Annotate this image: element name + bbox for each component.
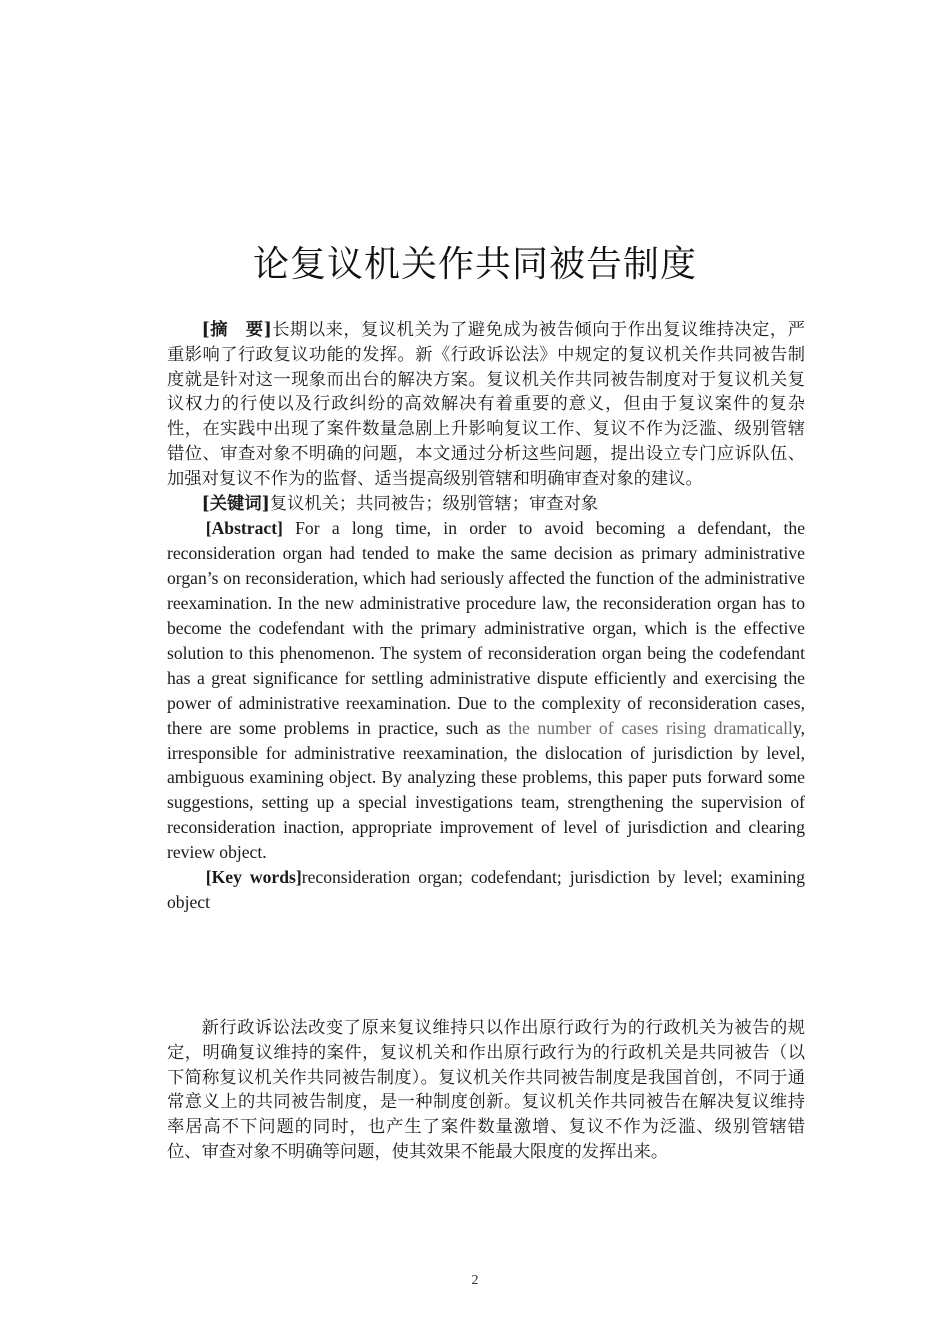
abstract-en-label: [Abstract] [205, 518, 283, 539]
abstract-cn-text: 长期以来，复议机关为了避免成为被告倾向于作出复议维持决定，严重影响了行政复议功能的发挥。新《行政诉讼法》中规定的复议机关作共同被告制度就是针对这一现象而出台的解决方案。复议机关作共同被告制度对于复议机关复议权力的行使以及行政纠纷的高效解决有着重要的意义，但由于复议案件的复杂性，在实践中出现了案件数量急剧上升影响复议工作、复议不作为泛滥、级别管辖错位、审查对象不明确的问题，本文通过分析这些问题，提出设立专门应诉队伍、加强对复议不作为的监督、适当提高级别管辖和明确审查对象的建议。 [167, 320, 805, 489]
keywords-cn-label: [关键词] [201, 493, 270, 514]
keywords-cn-text: 复议机关；共同被告；级别管辖；审查对象 [269, 493, 599, 514]
abstract-en-paragraph [167, 516, 805, 865]
keywords-en-paragraph [167, 865, 805, 915]
abstract-section [167, 318, 805, 915]
body-section [167, 1016, 805, 1165]
page-number: 2 [471, 1273, 479, 1288]
keywords-en-text: reconsideration organ; codefendant; jurisdiction by level; examining object [167, 867, 805, 912]
body-paragraph: 新行政诉讼法改变了原来复议维持只以作出原行政行为的行政机关为被告的规定，明确复议维持的案件，复议机关和作出原行政行为的行政机关是共同被告（以下简称复议机关作共同被告制度）。复议机关作共同被告制度是我国首创，不同于通常意义上的共同被告制度，是一种制度创新。复议机关作共同被告在解决复议维持率居高不下问题的同时，也产生了案件数量激增、复议不作为泛滥、级别管辖错位、审查对象不明确等问题，使其效果不能最大限度的发挥出来。 [167, 1018, 805, 1162]
abstract-cn-paragraph [167, 318, 805, 492]
page-title: 论复议机关作共同被告制度 [252, 244, 697, 285]
abstract-en-highlight: the number of cases rising dramaticall [508, 717, 793, 738]
abstract-en-text-before: For a long time, in order to avoid becoming a defendant, the reconsideration organ had tended to make the same decision as primary administrative organ’s on reconsideration, which had seriously affected the function of the administrative reexamination. In the new administrative procedure law, the reconsideration organ has to become the codefendant with the primary administrative organ, which is the effective solution to this phenomenon. The system of reconsideration organ being the codefendant has a great significance for settling administrative dispute efficiently and exercising the power of administrative reexamination. Due to the complexity of reconsideration cases, there are some problems in practice, such as [167, 518, 805, 738]
keywords-en-label: [Key words] [205, 867, 302, 888]
abstract-cn-label: [摘 要] [201, 320, 272, 340]
keywords-cn-paragraph [167, 492, 805, 517]
abstract-en-text-after: y, irresponsible for administrative reexamination, the dislocation of jurisdiction by level, ambiguous examining object. By analyzing these problems, this paper puts forward some suggestions, setting up a special investigations team, strengthening the supervision of reconsideration inaction, appropriate improvement of level of jurisdiction and clearing review object. [167, 717, 805, 863]
